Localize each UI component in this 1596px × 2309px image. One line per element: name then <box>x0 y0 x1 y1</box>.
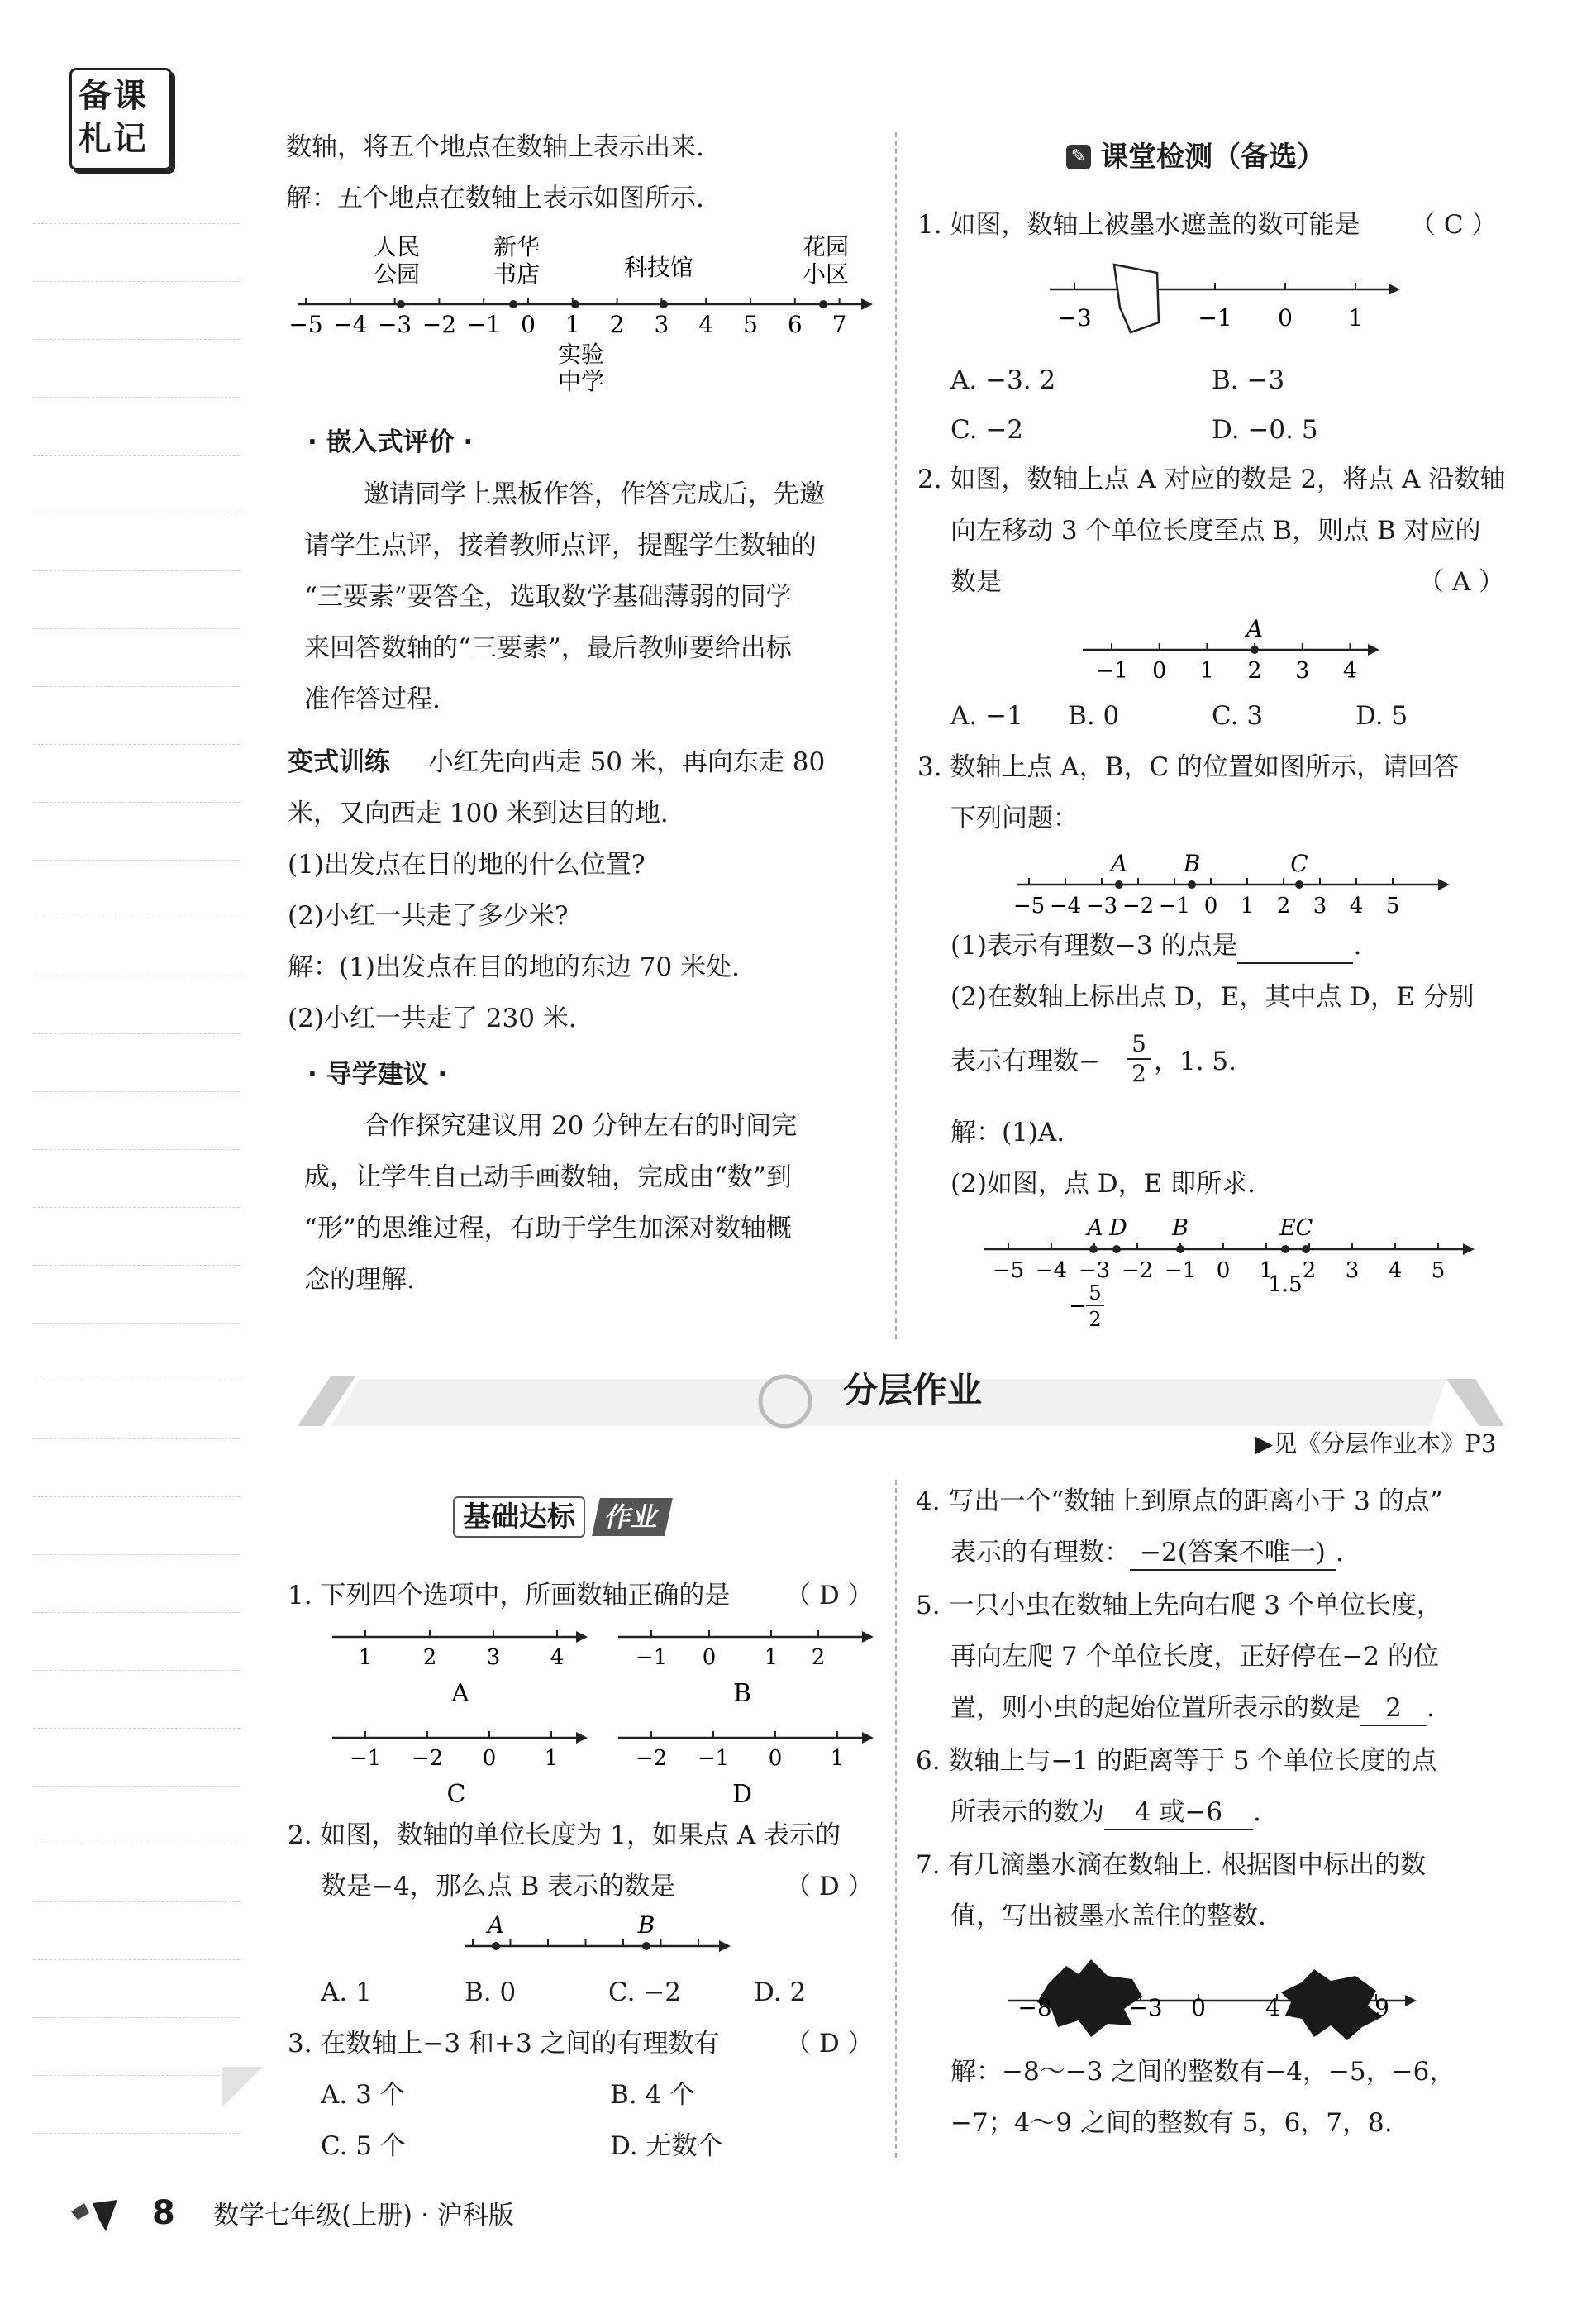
check-q3-sub3-post: ，1. 5. <box>1154 1047 1237 1076</box>
q3-tick-label: 3 <box>1313 894 1327 918</box>
q3-tick-label: −2 <box>1122 894 1155 918</box>
places-tick-label: 6 <box>787 311 803 338</box>
basic-q2-line-2: 数是−4，那么点 B 表示的数是 <box>321 1872 676 1901</box>
q3a-point-d <box>1112 1245 1121 1253</box>
eval-line-3: “三要素”要答全，选取数学基础薄弱的同学 <box>304 582 792 612</box>
guide-line-2: 成，让学生自己动手画数轴，完成由“数”到 <box>304 1162 792 1192</box>
basic-q2-opt-a: A. 1 <box>321 1977 372 2007</box>
q3a-tick-label: 5 <box>1431 1258 1446 1283</box>
check-q2-line-1: 2. 如图，数轴上点 A 对应的数是 2，将点 A 沿数轴 <box>917 465 1506 494</box>
q3-point-b <box>1188 880 1196 889</box>
places-tick-label: 1 <box>565 311 580 338</box>
q3a-tick-label: −4 <box>1035 1258 1068 1283</box>
label-garden-2: 小区 <box>802 260 850 288</box>
option-d-caption: D <box>731 1780 753 1809</box>
label-science: 科技馆 <box>623 254 694 281</box>
fraction-denominator: 2 <box>1131 1060 1146 1087</box>
hw-q5-prefix: 置，则小虫的起始位置所表示的数是 <box>950 1693 1360 1723</box>
margin-notes-box <box>69 68 172 170</box>
q2-tick-label: 4 <box>1342 658 1358 684</box>
q3a-tick-label: 2 <box>1302 1258 1317 1283</box>
check-q3-sub1-end: . <box>1353 931 1362 961</box>
eval-line-4: 来回答数轴的“三要素”，最后教师要给出标 <box>304 633 792 663</box>
q3a-label-a: A <box>1087 1215 1103 1241</box>
variant-q2: (2)小红一共走了多少米? <box>288 901 569 931</box>
q3-label-b: B <box>1183 850 1201 877</box>
option-b-caption: B <box>732 1679 752 1708</box>
basic-q1-answer: （ D ） <box>785 1581 874 1610</box>
d-tick-1: 1 <box>830 1746 845 1771</box>
basic-q2-opt-b: B. 0 <box>465 1977 517 2007</box>
q3a-label-d: D <box>1109 1215 1127 1241</box>
q3a-label-c: C <box>1295 1215 1313 1241</box>
hw-q4-prefix: 表示的有理数： <box>950 1538 1130 1567</box>
c-tick-1: 1 <box>544 1746 559 1771</box>
q7-tick-0: 0 <box>1191 1994 1206 2021</box>
left-solution-line: 解：五个地点在数轴上表示如图所示. <box>286 184 704 213</box>
hw-q7-answer-1: 解：−8～−3 之间的整数有−4，−5，−6， <box>950 2057 1455 2087</box>
check-q2-line-3: 数是 <box>950 567 1002 597</box>
check-q3-answer-1: 解：(1)A. <box>950 1118 1065 1147</box>
q3a-d-num: 5 <box>1089 1281 1102 1305</box>
check-q3-answer-2: (2)如图，点 D，E 即所求. <box>950 1169 1255 1199</box>
q3a-point-c <box>1302 1245 1310 1253</box>
q2-tick-label: 3 <box>1295 658 1310 684</box>
label-school-1: 实验 <box>557 341 605 368</box>
label-book-1: 新华 <box>493 233 541 260</box>
ink-blot-right <box>1281 1969 1382 2040</box>
places-tick-label: 2 <box>609 311 625 338</box>
hw-q5-line-2: 再向左爬 7 个单位长度，正好停在−2 的位 <box>950 1642 1439 1672</box>
bq2-label-b: B <box>637 1911 655 1939</box>
q1-tick-neg3: −3 <box>1057 304 1092 332</box>
variant-text-1: 小红先向西走 50 米，再向东走 80 <box>427 747 826 777</box>
variant-a1: 解：(1)出发点在目的地的东边 70 米处. <box>288 952 740 982</box>
bq2-label-a: A <box>487 1911 505 1939</box>
corner-triangle-decoration <box>222 2067 271 2116</box>
check-q2-opt-c: C. 3 <box>1212 701 1264 731</box>
q3-tick-label: −4 <box>1049 894 1082 918</box>
q3-point-a <box>1115 880 1123 889</box>
footer-logo-icon <box>66 2195 124 2236</box>
places-tick-label: 7 <box>831 311 847 338</box>
hw-q7-line-1: 7. 有几滴墨水滴在数轴上. 根据图中标出的数 <box>916 1850 1427 1880</box>
q7-tick-neg3: −3 <box>1128 1994 1163 2021</box>
q2-tick-label: −1 <box>1095 658 1128 684</box>
q3-tick-label: 0 <box>1203 894 1218 918</box>
hw-q5-line-1: 5. 一只小虫在数轴上先向右爬 3 个单位长度， <box>916 1591 1442 1620</box>
guide-line-4: 念的理解. <box>304 1265 415 1295</box>
page-number: 8 <box>152 2194 175 2232</box>
q7-tick-9: 9 <box>1374 1994 1389 2021</box>
basic-q2-opt-d: D. 2 <box>754 1977 807 2007</box>
q2-tick-label: 0 <box>1152 658 1167 684</box>
basic-q1-text: 1. 下列四个选项中，所画数轴正确的是 <box>288 1581 731 1610</box>
basic-tag-main: 基础达标 <box>453 1496 585 1538</box>
variant-line-1 <box>288 746 825 779</box>
basic-tag <box>453 1496 669 1538</box>
label-park-2: 公园 <box>373 260 421 288</box>
hw-q6-answer: 4 或−6 <box>1104 1796 1253 1830</box>
check-q1-opt-b: B. −3 <box>1212 365 1285 395</box>
check-q3-answer-number-line <box>975 1204 1488 1336</box>
column-divider-top <box>895 132 897 1339</box>
basic-tag-homework: 作业 <box>592 1498 673 1536</box>
q3-tick-label: −5 <box>1012 894 1046 918</box>
fraction-numerator: 5 <box>1127 1030 1151 1060</box>
q3-tick-label: 1 <box>1240 894 1255 918</box>
basic-q3-opt-a: A. 3 个 <box>321 2080 406 2110</box>
q2-tick-label: 2 <box>1247 658 1262 684</box>
check-q1-answer: （ C ） <box>1410 210 1498 240</box>
q3a-point-e <box>1281 1245 1289 1253</box>
check-q2-opt-b: B. 0 <box>1068 701 1120 731</box>
basic-q3-text: 3. 在数轴上−3 和+3 之间的有理数有 <box>288 2029 720 2059</box>
label-book-2: 书店 <box>493 260 541 288</box>
check-q1-opt-a: A. −3. 2 <box>950 365 1056 395</box>
check-q3-sub1 <box>950 929 1361 964</box>
hw-q6-prefix: 所表示的数为 <box>950 1797 1104 1827</box>
guide-line-1: 合作探究建议用 20 分钟左右的时间完 <box>364 1111 798 1141</box>
hw-q7-line-2: 值，写出被墨水盖住的整数. <box>950 1901 1266 1931</box>
check-q3-sub1-blank <box>1237 929 1353 964</box>
hw-q5-line-3 <box>950 1691 1435 1726</box>
bq2-point-b <box>642 1942 650 1950</box>
q2-tick-label: 1 <box>1199 658 1214 684</box>
variant-q1: (1)出发点在目的地的什么位置? <box>288 850 646 880</box>
b-tick-neg1: −1 <box>635 1645 668 1670</box>
point-science <box>660 300 668 308</box>
point-park <box>397 300 405 308</box>
basic-q1-option-d-line <box>610 1720 883 1810</box>
basic-q3-answer: （ D ） <box>785 2029 874 2059</box>
basic-q2-number-line <box>456 1910 737 1968</box>
q3a-d-sign: − <box>1069 1294 1087 1319</box>
pencil-icon: ✎ <box>1066 145 1091 169</box>
q3a-d-den: 2 <box>1089 1308 1102 1331</box>
check-q3-sub2: (2)在数轴上标出点 D，E，其中点 D，E 分别 <box>950 982 1475 1012</box>
q7-tick-neg8: −8 <box>1017 1994 1052 2021</box>
q7-tick-4: 4 <box>1265 1994 1280 2021</box>
q2-point-a <box>1251 646 1259 654</box>
a-tick-3: 3 <box>486 1645 501 1670</box>
check-q2-opt-a: A. −1 <box>950 701 1023 731</box>
hw-q4-answer: −2(答案不唯一) <box>1130 1536 1336 1571</box>
c-tick-0: 0 <box>482 1746 497 1771</box>
check-q2-answer: （ A ） <box>1418 567 1505 597</box>
places-tick-label: 5 <box>743 311 758 338</box>
hw-q5-end: . <box>1427 1693 1435 1723</box>
check-q3-line-2: 下列问题： <box>950 804 1079 833</box>
q1-tick-neg1: −1 <box>1198 304 1232 332</box>
q2-point-label-a: A <box>1246 615 1264 642</box>
q3-tick-label: 4 <box>1349 894 1364 918</box>
d-tick-0: 0 <box>768 1746 783 1771</box>
places-tick-label: 4 <box>698 311 714 338</box>
hw-q5-answer: 2 <box>1360 1691 1427 1726</box>
places-tick-label: −5 <box>288 311 323 338</box>
q3a-tick-label: −3 <box>1078 1258 1111 1283</box>
places-tick-label: −2 <box>422 311 457 338</box>
q3-tick-label: 2 <box>1276 894 1291 918</box>
label-school-2: 中学 <box>557 368 605 395</box>
places-tick-label: 0 <box>521 311 536 338</box>
hw-q7-answer-2: −7；4～9 之间的整数有 5，6，7，8. <box>950 2108 1393 2138</box>
basic-q2-line-1: 2. 如图，数轴的单位长度为 1，如果点 A 表示的 <box>288 1820 841 1850</box>
basic-q3-opt-b: B. 4 个 <box>610 2080 696 2110</box>
q3-label-c: C <box>1290 850 1308 877</box>
q3-tick-label: 5 <box>1385 894 1400 918</box>
c-tick-neg1: −1 <box>349 1746 382 1771</box>
hw-q6-line-1: 6. 数轴上与−1 的距离等于 5 个单位长度的点 <box>916 1746 1437 1776</box>
q3-tick-label: −3 <box>1085 894 1118 918</box>
places-tick-label: −1 <box>466 311 501 338</box>
basic-q2-opt-c: C. −2 <box>608 1977 682 2007</box>
q3-tick-label: −1 <box>1158 894 1191 918</box>
check-q1-opt-d: D. −0. 5 <box>1212 415 1318 445</box>
a-tick-4: 4 <box>550 1645 565 1670</box>
q3a-tick-label: 1 <box>1259 1258 1274 1283</box>
q1-tick-1: 1 <box>1348 304 1363 332</box>
hw-q4-line-2 <box>950 1536 1344 1571</box>
q3a-tick-label: 0 <box>1216 1258 1231 1283</box>
check-q2-line-2: 向左移动 3 个单位长度至点 B，则点 B 对应的 <box>950 516 1481 546</box>
margin-box-line1: 备课 <box>79 77 148 115</box>
check-q3-line-1: 3. 数轴上点 A，B，C 的位置如图所示，请回答 <box>917 752 1460 782</box>
q1-tick-0: 0 <box>1278 304 1293 332</box>
margin-box-line2: 札记 <box>79 120 148 158</box>
q3a-label-e: E <box>1279 1215 1296 1241</box>
check-q3-number-line <box>1008 843 1455 926</box>
basic-q3-opt-c: C. 5 个 <box>321 2131 406 2161</box>
check-q3-sub1-text: (1)表示有理数−3 的点是 <box>950 931 1238 961</box>
bq2-point-a <box>492 1942 500 1950</box>
c-tick-neg2: −2 <box>411 1746 444 1771</box>
label-garden-1: 花园 <box>802 233 850 260</box>
column-divider-bottom <box>895 1480 897 2158</box>
a-tick-2: 2 <box>422 1645 437 1670</box>
variant-line-2: 米，又向西走 100 米到达目的地. <box>288 799 669 828</box>
eval-line-2: 请学生点评，接着教师点评，提醒学生数轴的 <box>304 531 817 561</box>
guide-line-3: “形”的思维过程，有助于学生加深对数轴概 <box>304 1214 792 1243</box>
variant-a2: (2)小红一共走了 230 米. <box>288 1004 577 1033</box>
hw-q4-end: . <box>1335 1538 1344 1567</box>
q3a-point-b <box>1176 1245 1184 1253</box>
b-tick-0: 0 <box>702 1645 717 1670</box>
places-tick-label: −3 <box>377 311 412 338</box>
q3a-tick-label: −1 <box>1164 1258 1197 1283</box>
check-q1-opt-c: C. −2 <box>950 415 1024 445</box>
hw-q4-line-1: 4. 写出一个“数轴上到原点的距离小于 3 的点” <box>916 1486 1443 1516</box>
eval-line-1: 邀请同学上黑板作答，作答完成后，先邀 <box>364 479 825 509</box>
q3a-tick-label: −2 <box>1121 1258 1154 1283</box>
variant-label: 变式训练 <box>288 747 390 777</box>
check-title: 课堂检测（备选） <box>1100 141 1326 174</box>
q3a-e-value: 1.5 <box>1268 1272 1303 1297</box>
label-park-1: 人民 <box>373 233 421 260</box>
check-q1-number-line <box>1041 258 1405 349</box>
check-q3-sub3 <box>950 1045 1100 1078</box>
q3a-tick-label: 3 <box>1345 1258 1360 1283</box>
places-tick-label: 3 <box>654 311 669 338</box>
basic-q1-option-b-line <box>610 1619 883 1710</box>
option-a-caption: A <box>451 1679 469 1708</box>
basic-q3-opt-d: D. 无数个 <box>610 2131 723 2161</box>
eval-line-5: 准作答过程. <box>304 685 441 714</box>
b-tick-1: 1 <box>764 1645 779 1670</box>
option-c-caption: C <box>446 1780 466 1809</box>
check-q2-number-line <box>1074 612 1389 694</box>
check-q3-sub3-pre: 表示有理数− <box>950 1047 1100 1076</box>
point-book <box>509 300 517 308</box>
q3-label-a: A <box>1110 850 1128 877</box>
check-q3-fraction <box>1127 1030 1151 1088</box>
layered-title: 分层作业 <box>843 1370 983 1410</box>
q3a-tick-label: −5 <box>992 1258 1025 1283</box>
guide-title: · 导学建议 · <box>307 1060 448 1090</box>
ink-blot-left <box>1037 1959 1142 2037</box>
q3a-tick-label: 4 <box>1388 1258 1403 1283</box>
b-tick-2: 2 <box>811 1645 826 1670</box>
basic-q2-answer: （ D ） <box>785 1872 874 1901</box>
check-q2-opt-d: D. 5 <box>1355 701 1408 731</box>
ink-blot-shape <box>1114 265 1159 332</box>
q3a-point-a <box>1089 1245 1098 1253</box>
point-school <box>571 300 579 308</box>
book-title: 数学七年级(上册) · 沪科版 <box>213 2201 514 2230</box>
check-title-block <box>1066 139 1325 175</box>
places-number-line <box>281 227 876 409</box>
hw-q7-ink-number-line <box>1000 1951 1430 2042</box>
layered-reference: ▶见《分层作业本》P3 <box>1255 1429 1497 1457</box>
hw-q6-end: . <box>1253 1797 1261 1827</box>
eval-title: · 嵌入式评价 · <box>307 427 474 457</box>
q3a-label-b: B <box>1172 1215 1189 1241</box>
hw-q6-line-2 <box>950 1796 1261 1830</box>
basic-q1-option-a-line <box>324 1619 597 1710</box>
places-tick-label: −4 <box>333 311 368 338</box>
point-garden <box>819 300 827 308</box>
a-tick-1: 1 <box>358 1645 373 1670</box>
left-intro-line: 数轴，将五个地点在数轴上表示出来. <box>286 132 704 162</box>
q3-point-c <box>1295 880 1303 889</box>
d-tick-neg1: −1 <box>697 1746 730 1771</box>
basic-q1-option-c-line <box>324 1720 597 1810</box>
check-q1-text: 1. 如图，数轴上被墨水遮盖的数可能是 <box>917 210 1360 240</box>
d-tick-neg2: −2 <box>635 1746 668 1771</box>
